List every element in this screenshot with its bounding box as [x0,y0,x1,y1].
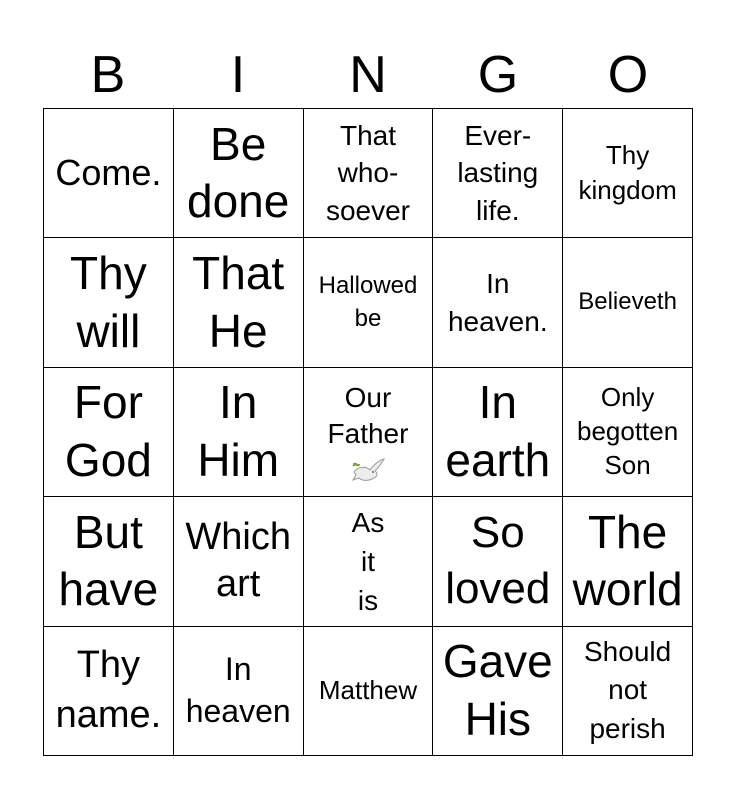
bingo-cell-r1c5[interactable] [563,109,693,238]
header-letter-i: I [230,46,246,104]
bingo-cell-text: Gave His [442,635,553,745]
bingo-header [43,42,693,108]
dove-icon [348,454,388,484]
bingo-cell-r1c1[interactable] [44,109,174,238]
bingo-cell-text: Thy kingdom [578,140,677,206]
bingo-cell-text: So loved [445,508,551,614]
bingo-card-grid [43,108,693,756]
bingo-cell-text: Be done [187,117,290,228]
bingo-cell-r2c1[interactable] [44,238,174,367]
bingo-cell-r3c3[interactable] [304,368,434,497]
bingo-cell-r2c3[interactable] [304,238,434,367]
bingo-cell-r3c1[interactable] [44,368,174,497]
bingo-cell-r4c1[interactable] [44,497,174,626]
bingo-cell-text: Hallowed be [318,272,418,332]
bingo-cell-r4c5[interactable] [563,497,693,626]
bingo-cell-text: That who- soever [325,119,411,227]
bingo-cell-text: In Him [197,376,280,486]
header-letter-b: B [90,46,126,104]
bingo-cell-text: Thy name. [55,644,162,736]
bingo-cell-r1c3[interactable] [304,109,434,238]
header-letter-o: O [607,46,649,104]
bingo-cell-r2c5[interactable] [563,238,693,367]
bingo-cell-r3c2[interactable] [174,368,304,497]
header-letter-g: G [477,46,519,104]
bingo-cell-r1c4[interactable] [433,109,563,238]
bingo-cell-r5c1[interactable] [44,627,174,756]
bingo-cell-text: Only begotten Son [576,382,679,480]
bingo-cell-r4c3[interactable] [304,497,434,626]
bingo-cell-text: That He [192,247,285,357]
bingo-cell-text: Come. [55,152,162,194]
bingo-cell-r2c2[interactable] [174,238,304,367]
bingo-cell-r5c5[interactable] [563,627,693,756]
bingo-cell-r3c5[interactable] [563,368,693,497]
bingo-cell-r5c2[interactable] [174,627,304,756]
bingo-cell-r2c4[interactable] [433,238,563,367]
bingo-cell-text: As it is [351,506,385,616]
bingo-cell-text: The world [572,505,683,616]
bingo-cell-text: Which art [185,515,291,606]
bingo-cell-text: For God [64,376,152,486]
bingo-cell-r3c4[interactable] [433,368,563,497]
bingo-cell-text: In heaven. [447,267,548,337]
bingo-cell-r1c2[interactable] [174,109,304,238]
bingo-cell-text: Matthew [318,675,418,706]
bingo-cell-text: Our Father [327,381,409,449]
bingo-cell-text: But have [58,505,159,616]
bingo-cell-r5c4[interactable] [433,627,563,756]
bingo-cell-r4c2[interactable] [174,497,304,626]
bingo-cell-text: Thy will [70,247,147,357]
header-letter-n: N [349,46,387,104]
bingo-cell-text: Ever- lasting life. [457,119,539,227]
bingo-cell-text: In heaven [185,651,291,729]
bingo-cell-r4c4[interactable] [433,497,563,626]
bingo-cell-text: In earth [445,376,551,486]
bingo-cell-text: Should not perish [584,635,672,745]
bingo-cell-text: Believeth [578,288,677,316]
bingo-cell-r5c3[interactable] [304,627,434,756]
